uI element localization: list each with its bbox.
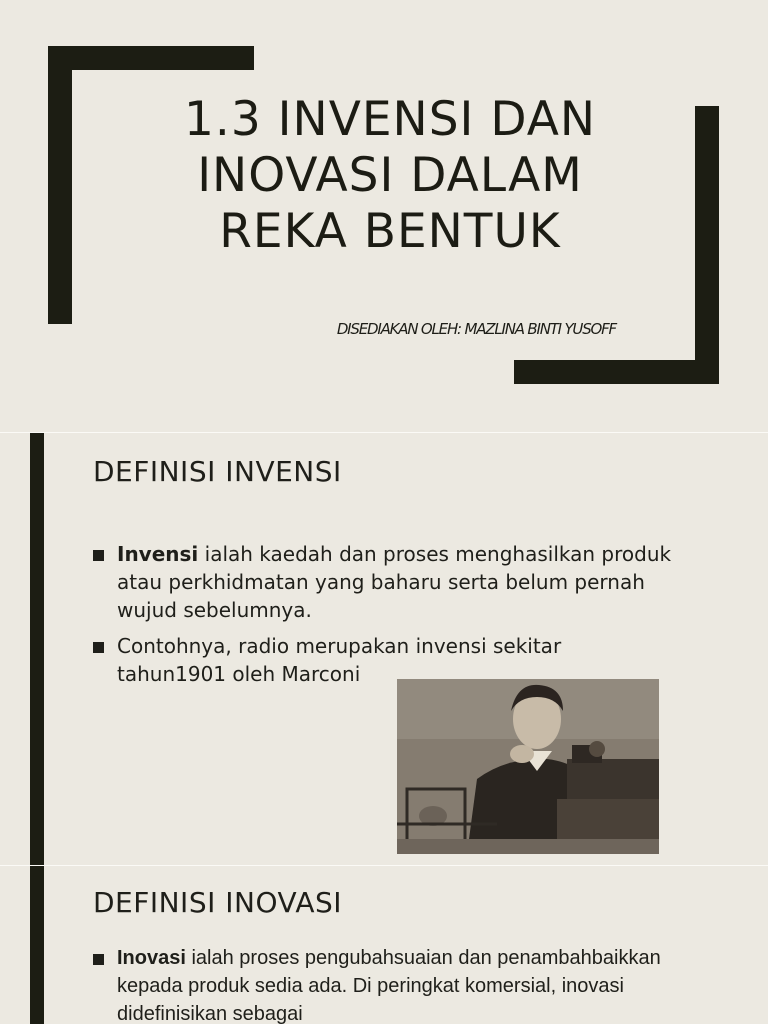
inovasi-slide — [0, 866, 768, 1024]
slide-heading: DEFINISI INOVASI — [93, 886, 343, 919]
frame-bottom-right-vertical — [695, 106, 719, 384]
accent-bar — [30, 866, 44, 1024]
frame-bottom-right-horizontal — [514, 360, 719, 384]
frame-top-left-horizontal — [48, 46, 254, 70]
list-item — [93, 944, 667, 1024]
author-byline: DISEDIAKAN OLEH: MAZLINA BINTI YUSOFF — [336, 320, 616, 338]
title-slide — [0, 0, 768, 432]
bullet-keyword: Inovasi — [117, 947, 186, 969]
invensi-slide — [0, 433, 768, 865]
title-line-1: 1.3 INVENSI DAN — [183, 92, 597, 147]
square-bullet-icon — [93, 954, 104, 965]
slide-heading: DEFINISI INVENSI — [93, 455, 342, 488]
bullet-keyword: Invensi — [117, 542, 199, 566]
marconi-photo — [397, 679, 659, 854]
bullet-text: ialah kaedah dan proses menghasilkan produk atau perkhidmatan yang baharu serta belum pernah wujud sebelumnya. — [117, 542, 672, 622]
frame-top-left-vertical — [48, 46, 72, 324]
bullet-text: ialah proses pengubahsuaian dan penambahbaikkan kepada produk sedia ada. Di peringkat komersial, inovasi didefinisikan sebagai — [117, 947, 661, 1024]
accent-bar — [30, 433, 44, 865]
title-line-3: REKA BENTUK — [219, 204, 561, 259]
slide-title — [150, 92, 630, 260]
square-bullet-icon — [93, 550, 104, 561]
title-line-2: INOVASI DALAM — [197, 148, 583, 203]
bullet-text: Contohnya, radio merupakan invensi sekitar tahun1901 oleh Marconi — [117, 634, 562, 686]
bullet-list — [93, 540, 693, 696]
bullet-list — [93, 944, 673, 1024]
square-bullet-icon — [93, 642, 104, 653]
list-item — [93, 540, 677, 624]
